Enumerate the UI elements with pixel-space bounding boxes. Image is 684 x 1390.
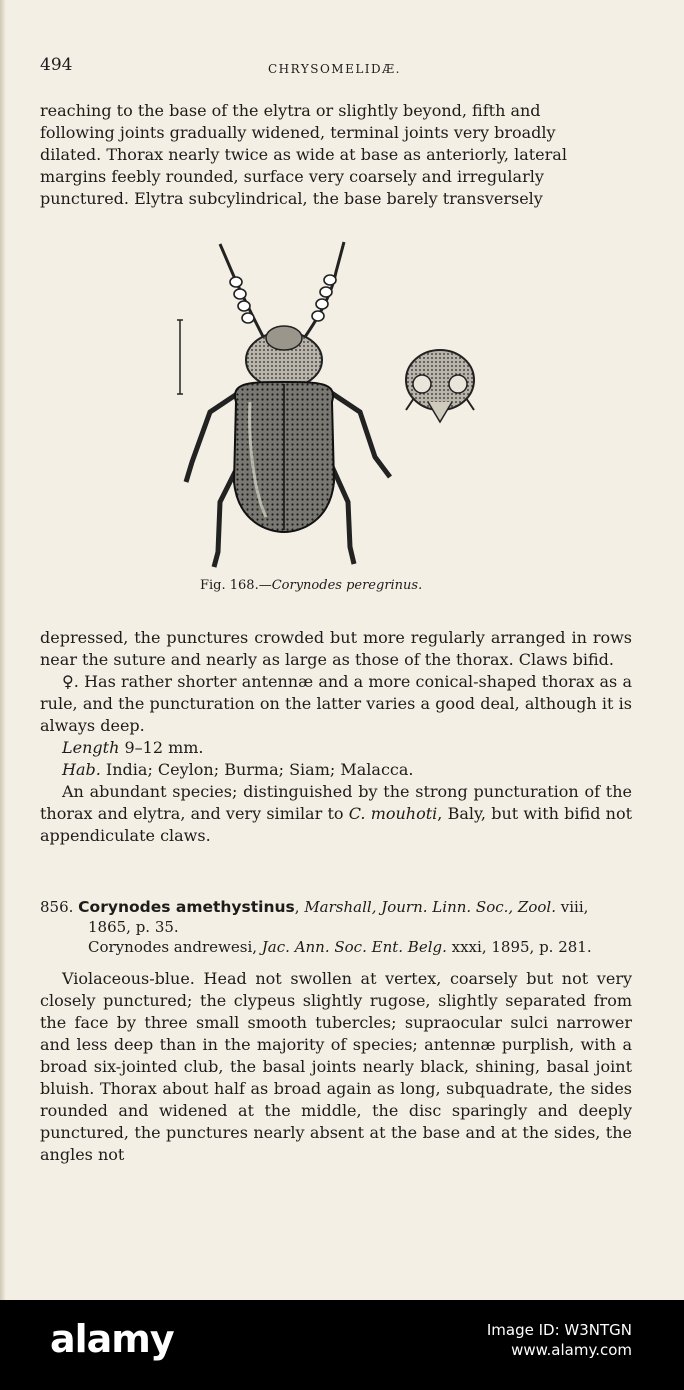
citation-year: 1865, p. 35. — [88, 918, 179, 936]
text-line: following joints gradually widened, terminal joints very broadly — [40, 123, 556, 142]
image-reference — [487, 1320, 632, 1360]
beetle-illustration — [170, 232, 510, 577]
description-block — [40, 627, 632, 847]
citation-volume: viii, — [555, 898, 589, 916]
paragraph — [40, 781, 632, 847]
female-paragraph: ♀. Has rather shorter antennæ and a more conical-shaped thorax as a rule, and the puncturation on the latter varies a good deal, although it is always deep. — [40, 672, 632, 735]
right-fore-leg — [330, 392, 390, 477]
habitat-label: Hab. — [62, 760, 101, 779]
habitat-line — [40, 759, 632, 781]
description-paragraph — [40, 968, 632, 1166]
site-url: www.alamy.com — [511, 1341, 632, 1359]
paragraph: Violaceous-blue. Head not swollen at vertex, coarsely but not very closely punctured; the clypeus slightly rugose, slightly separated from the face by three small smooth tubercles; supraocular sulci narrower and less deep than in the majority of species; antennæ purplish, with a broad six-jointed club, the basal joints nearly black, shining, basal joint bluish. Thorax about half as broad again as long, subquadrate, the sides rounded and widened at the middle, the disc sparingly and deeply punctured, the punctures nearly absent at the base and at the sides, the angles not — [40, 969, 632, 1164]
length-line — [40, 737, 632, 759]
left-fore-leg — [186, 392, 240, 482]
synonym-name: Corynodes andrewesi, — [88, 938, 262, 956]
length-value: 9–12 mm. — [119, 738, 204, 757]
page-number: 494 — [40, 55, 73, 75]
text-line: punctured. Elytra subcylindrical, the base barely transversely — [40, 189, 543, 208]
text-line: margins feebly rounded, surface very coarsely and irregularly — [40, 167, 544, 186]
right-antenna — [296, 242, 344, 350]
brand-logo: alamy — [50, 1317, 174, 1361]
head-front-view — [406, 350, 474, 422]
entry-heading: 856. Corynodes amethystinus, Marshall, Journ. Linn. Soc., Zool. viii, — [40, 898, 589, 916]
synonym-ref: xxxi, 1895, p. 281. — [446, 938, 592, 956]
text-line: dilated. Thorax nearly twice as wide at base as anteriorly, lateral — [40, 145, 567, 164]
habitat-value: India; Ceylon; Burma; Siam; Malacca. — [100, 760, 414, 779]
synonym-line — [40, 937, 640, 957]
species-name: Corynodes amethystinus — [78, 898, 295, 916]
paragraph-text: An abundant species; distinguished by the strong puncturation of the thorax and elytra, and very similar to — [40, 782, 632, 823]
beetle-head — [266, 326, 302, 350]
text-line: reaching to the base of the elytra or slightly beyond, fifth and — [40, 101, 541, 120]
figure-species: Corynodes peregrinus. — [271, 578, 423, 593]
paragraph-text: , Baly, but with bifid not appendiculate claws. — [40, 804, 633, 845]
entry-number: 856. — [40, 898, 79, 916]
citation: Marshall, Journ. Linn. Soc., Zool. — [304, 898, 556, 916]
species-ref: C. mouhoti — [348, 804, 438, 823]
figure-caption — [200, 578, 460, 593]
paragraph: depressed, the punctures crowded but more regularly arranged in rows near the suture and nearly as large as those of the thorax. Claws bifid. — [40, 628, 632, 669]
running-head: CHRYSOMELIDÆ. — [268, 62, 401, 76]
top-paragraph — [40, 100, 632, 210]
length-label: Length — [62, 738, 120, 757]
species-entry — [40, 897, 640, 957]
synonym-citation: Jac. Ann. Soc. Ent. Belg. — [261, 938, 447, 956]
image-id: Image ID: W3NTGN — [486, 1321, 632, 1339]
figure-label: Fig. 168.— — [200, 578, 272, 593]
